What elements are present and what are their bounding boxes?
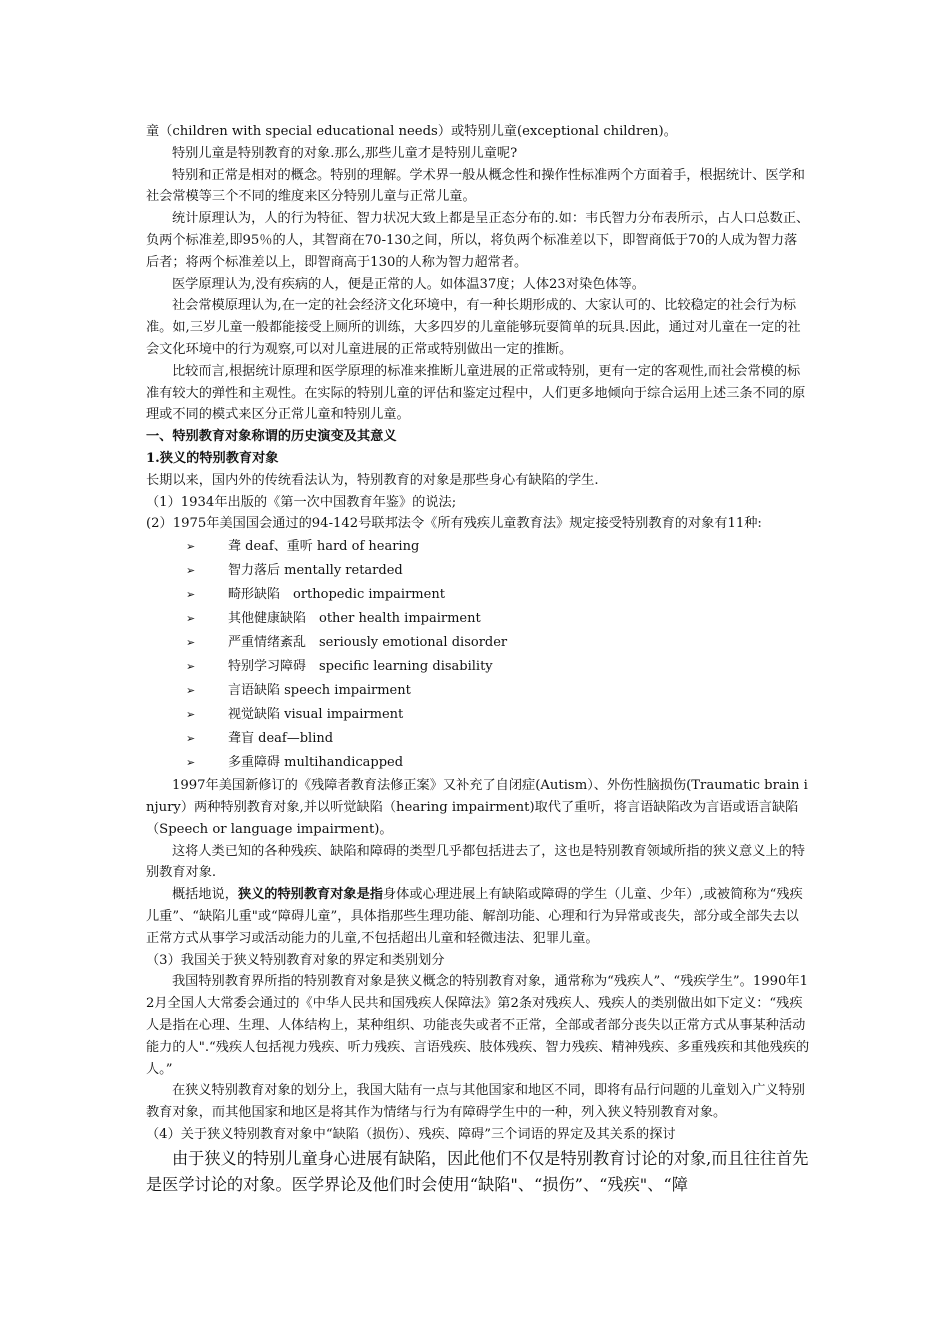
paragraph: 特别儿童是特别教育的对象.那么,那些儿童才是特别儿童呢?: [172, 145, 518, 161]
paragraph-definition: 概括地说，狭义的特别教育对象是指身体或心理进展上有缺陷或障碍的学生（儿童、少年）,或被简称为“残疾儿重”、“缺陷儿重"或“障碍儿童”，具体指那些生理功能、解剖功能、心理和行为异常或丧失，部分或全部失去以正常方式从事学习或活动能力的儿童,不包括超出儿童和轻微违法、犯罪儿童。: [146, 887, 803, 946]
paragraph: 统计原理认为，人的行为特征、智力状况大致上都是呈正态分布的.如：韦氏智力分布表所示，占人口总数正、负两个标准差,即95％的人，其智商在70-130之间，所以，将负两个标准差以下，即智商低于70的人成为智力落后者；将两个标准差以上，即智商高于130的人称为智力超常者。: [146, 211, 810, 270]
list-item: ➢ 视觉缺陷 visual impairment: [146, 703, 810, 727]
arrow-bullet-icon: ➢: [186, 756, 196, 770]
list-item: ➢ 严重情绪紊乱 seriously emotional disorder: [146, 631, 810, 655]
arrow-bullet-icon: ➢: [186, 660, 196, 674]
list-item: ➢ 特别学习障碍 specific learning disability: [146, 655, 810, 679]
paragraph: 比较而言,根据统计原理和医学原理的标准来推断儿童进展的正常或特别，更有一定的客观性,而社会常模的标准有较大的弹性和主观性。在实际的特别儿童的评估和鉴定过程中，人们更多地倾向于综合运用上述三条不同的原理或不同的模式来区分正常儿童和特别儿童。: [146, 363, 806, 423]
subsection-heading: 1.狭义的特别教育对象: [146, 450, 279, 466]
arrow-bullet-icon: ➢: [186, 732, 196, 746]
list-item: ➢ 智力落后 mentally retarded: [146, 559, 810, 583]
paragraph: 特别和正常是相对的概念。特别的理解。学术界一般从概念性和操作性标准两个方面着手，根据统计、医学和社会常模等三个不同的维度来区分特别儿童与正常儿童。: [146, 167, 805, 205]
paragraph: 在狭义特别教育对象的划分上，我国大陆有一点与其他国家和地区不同，即将有品行问题的儿童划入广义特别教育对象，而其他国家和地区是将其作为情绪与行为有障碍学生中的一种，列入狭义特别教育对象。: [146, 1083, 805, 1121]
document-page: [146, 121, 810, 1198]
arrow-bullet-icon: ➢: [186, 612, 196, 626]
list-item: ➢ 聋盲 deaf—blind: [146, 727, 810, 751]
paragraph: （1）1934年出版的《第一次中国教育年鉴》的说法;: [146, 494, 457, 510]
paragraph: 我国特别教育界所指的特别教育对象是狭义概念的特别教育对象，通常称为“残疾人”、“残疾学生”。1990年12月全国人大常委会通过的《中华人民共和国残疾人保障法》第2条对残疾人、残疾人的类别做出如下定义：“残疾人是指在心理、生理、人体结构上，某种组织、功能丧失或者不正常，全部或者部分丧失以正常方式从事某种活动能力的人".“残疾人包括视力残疾、听力残疾、言语残疾、肢体残疾、智力残疾、精神残疾、多重残疾和其他残疾的人。”: [146, 974, 810, 1077]
disability-category-list: [146, 535, 810, 775]
paragraph: 这将人类已知的各种残疾、缺陷和障碍的类型几乎都包括进去了，这也是特别教育领域所指的狭义意义上的特别教育对象.: [146, 843, 805, 881]
paragraph: 长期以来，国内外的传统看法认为，特别教育的对象是那些身心有缺陷的学生.: [146, 472, 599, 488]
list-item: ➢ 多重障碍 multihandicapped: [146, 751, 810, 775]
paragraph: （4）关于狭义特别教育对象中“缺陷（损伤）、残疾、障碍”三个词语的界定及其关系的探讨: [146, 1126, 676, 1142]
arrow-bullet-icon: ➢: [186, 636, 196, 650]
paragraph-large: 由于狭义的特别儿童身心进展有缺陷，因此他们不仅是特别教育讨论的对象,而且往往首先是医学讨论的对象。医学界论及他们时会使用“缺陷"、“损伤”、“残疾"、“障: [146, 1148, 809, 1194]
arrow-bullet-icon: ➢: [186, 708, 196, 722]
paragraph: 社会常模原理认为,在一定的社会经济文化环境中，有一种长期形成的、大家认可的、比较稳定的社会行为标准。如,三岁儿童一般都能接受上厕所的训练，大多四岁的儿童能够玩耍简单的玩具.因此，通过对儿童在一定的社会文化环境中的行为观察,可以对儿童进展的正常或特别做出一定的推断。: [146, 298, 801, 357]
arrow-bullet-icon: ➢: [186, 588, 196, 602]
section-heading: 一、特别教育对象称谓的历史演变及其意义: [146, 429, 397, 445]
list-item: ➢ 聋 deaf、重听 hard of hearing: [146, 535, 810, 559]
arrow-bullet-icon: ➢: [186, 684, 196, 698]
paragraph: 1997年美国新修订的《残障者教育法修正案》又补充了自闭症(Autism）、外伤性脑损伤(Traumatic brain injury）两种特别教育对象,并以听觉缺陷（hearing impairment)取代了重听，将言语缺陷改为言语或语言缺陷（Speech or language impairment)。: [146, 778, 808, 837]
paragraph: （3）我国关于狭义特别教育对象的界定和类别划分: [146, 952, 445, 968]
arrow-bullet-icon: ➢: [186, 564, 196, 578]
list-item: ➢ 其他健康缺陷 other health impairment: [146, 607, 810, 631]
paragraph: 童（children with special educational needs）或特别儿童(exceptional children)。: [146, 124, 677, 139]
list-item: ➢ 畸形缺陷 orthopedic impairment: [146, 583, 810, 607]
paragraph: (2）1975年美国国会通过的94-142号联邦法令《所有残疾儿童教育法》规定接受特别教育的对象有11种:: [146, 516, 762, 532]
arrow-bullet-icon: ➢: [186, 540, 196, 554]
bold-term: 狭义的特别教育对象是指: [237, 887, 383, 903]
paragraph: 医学原理认为,没有疾病的人，便是正常的人。如体温37度；人体23对染色体等。: [172, 276, 645, 292]
list-item: ➢ 言语缺陷 speech impairment: [146, 679, 810, 703]
